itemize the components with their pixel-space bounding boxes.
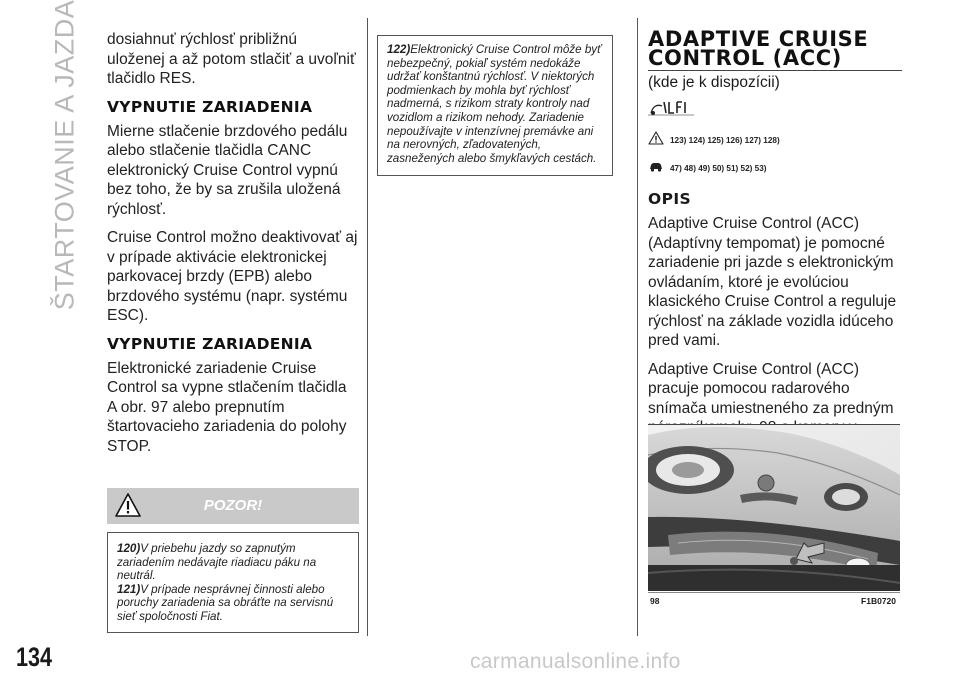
column-2 <box>377 35 613 176</box>
acc-title <box>648 27 902 70</box>
section-heading-description: OPIS <box>648 190 692 208</box>
caution-refs-text: 47) 48) 49) 50) 51) 52) 53) <box>670 164 767 173</box>
note-text: V prípade nesprávnej činnosti alebo poruchy zariadenia sa obráťte na servisnú sieť spoločnosti Fiat. <box>117 582 334 623</box>
figure-caption-rule <box>648 592 900 593</box>
paragraph-deactivation: Cruise Control možno deaktivovať aj v prípade aktivácie elektronickej parkovacej brzdy (EPB) alebo brzdového systému (napr. systému ESC). <box>107 229 358 324</box>
warning-references <box>648 131 902 150</box>
warning-note-120 <box>117 542 349 583</box>
section-heading-switch-off-1: VYPNUTIE ZARIADENIA <box>107 97 313 116</box>
note-number: 122) <box>387 43 411 56</box>
paragraph-acc-description: Adaptive Cruise Control (ACC) (Adaptívny tempomat) je pomocné zariadenie pri jazde s elektronickým ovládaním, ktoré je evolúciou klasického Cruise Control a reguluje rýchlosť na základe vozidla idúceho pred vami. <box>648 215 897 349</box>
page-number: 134 <box>16 642 53 672</box>
optional-equipment-icon <box>648 100 694 121</box>
warning-refs-text: 123) 124) 125) 126) 127) 128) <box>670 136 780 145</box>
note-number: 120) <box>117 542 141 555</box>
chapter-side-title-text: ŠTARTOVANIE A JAZDA <box>49 0 80 311</box>
note-text: V priebehu jazdy so zapnutým zariadením nedávajte riadiacu páku na neutrál. <box>117 542 317 583</box>
paragraph-switch-off: Elektronické zariadenie Cruise Control sa vypne stlačením tlačidla A obr. 97 alebo prepnutím štartovacieho zariadenia do polohy STOP. <box>107 359 347 455</box>
warning-title: POZOR! <box>203 497 263 514</box>
figure-code: F1B0720 <box>861 596 896 606</box>
availability-symbol <box>648 100 902 121</box>
chapter-side-title <box>40 0 90 311</box>
column-1 <box>107 30 359 633</box>
note-number: 121) <box>117 582 141 596</box>
warning-triangle-icon <box>648 131 664 150</box>
warning-header <box>107 488 359 524</box>
figure-front-bumper-radar <box>648 425 900 591</box>
site-watermark: carmanualsonline.info <box>470 650 681 673</box>
caution-references <box>648 159 902 178</box>
availability-note: (kde je k dispozícii) <box>648 74 780 91</box>
acc-title-line-1: ADAPTIVE CRUISE <box>648 27 869 51</box>
car-front-illustration <box>648 425 900 591</box>
warning-notes-box <box>107 532 359 633</box>
column-divider-1 <box>367 18 368 636</box>
warning-note-122 <box>387 43 603 165</box>
figure-number: 98 <box>650 596 660 606</box>
intro-paragraph: dosiahnuť rýchlosť približnú uloženej a až potom stlačiť a uvoľniť tlačidlo RES. <box>107 31 356 87</box>
title-underline <box>648 70 902 71</box>
car-caution-icon <box>648 159 664 178</box>
paragraph-brake-pedal: Mierne stlačenie brzdového pedálu alebo stlačenie tlačidla CANC elektronický Cruise Control vypnú bez toho, že by sa zrušila uložená rýchlosť. <box>107 122 348 218</box>
warning-note-121 <box>117 583 349 624</box>
note-text: Elektronický Cruise Control môže byť nebezpečný, pokiaľ systém nedokáže udržať konštantnú rýchlosť. V niektorých podmienkach by mohla byť rýchlosť nadmerná, s rizikom straty kontroly nad vozidlom a rizikom nehody. Zariadenie nepoužívajte v intenzívnej premávke ani na nerovných, zľadovatených, zasnežených alebo šmykľavých cestách. <box>387 43 602 165</box>
column-divider-2 <box>637 18 638 636</box>
warning-continuation-box <box>377 35 613 176</box>
section-heading-switch-off-2: VYPNUTIE ZARIADENIA <box>107 334 313 353</box>
paragraph-acc-sensors: Adaptive Cruise Control (ACC) pracuje pomocou radarového snímača umiestneného za predným <box>648 360 894 417</box>
acc-title-line-2: CONTROL (ACC) <box>648 46 842 70</box>
